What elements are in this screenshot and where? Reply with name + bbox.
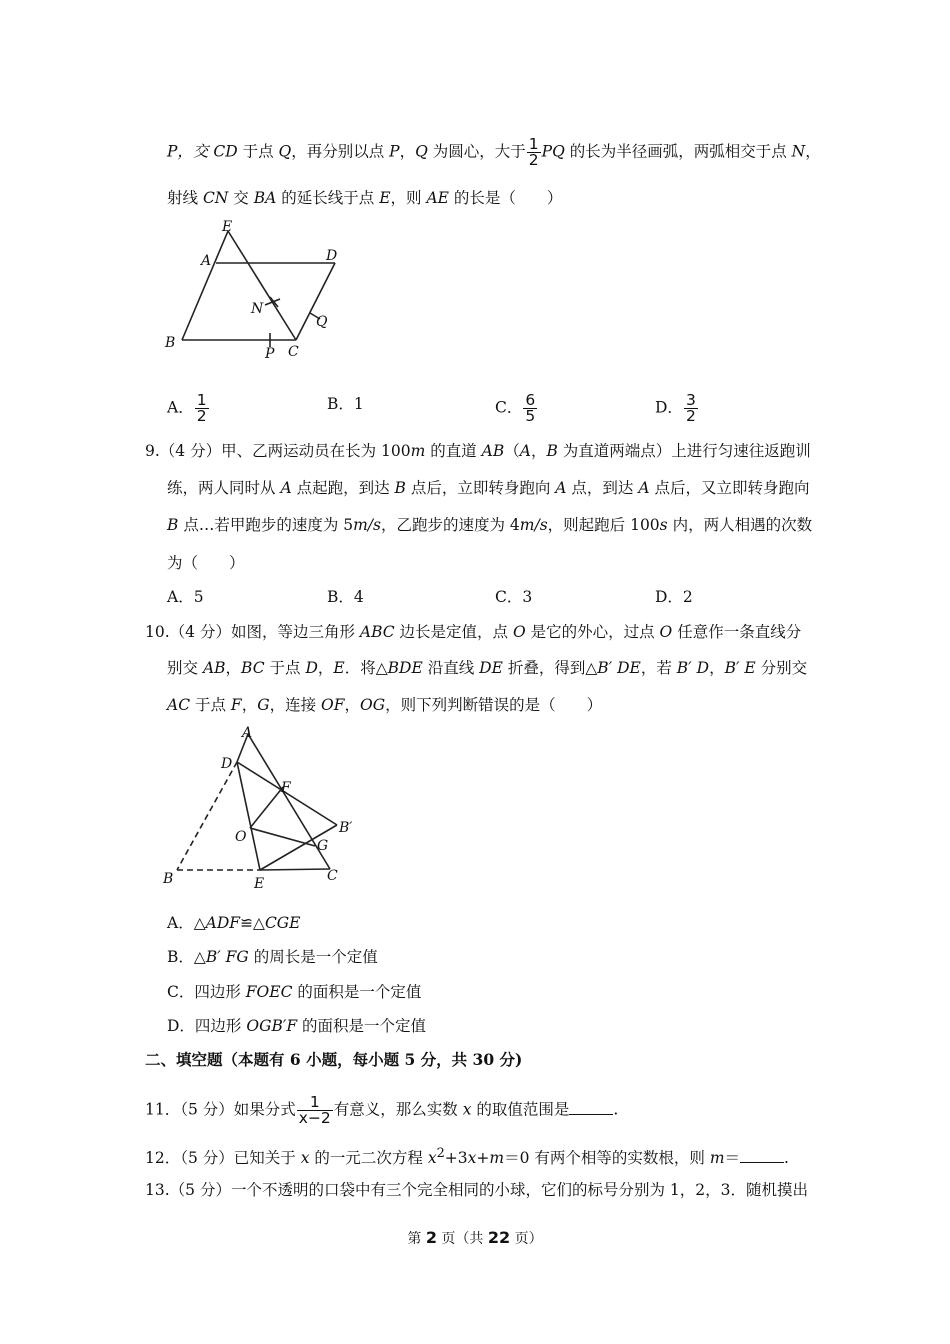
- q8-text: 交: [228, 189, 254, 207]
- q9-text: s: [659, 516, 668, 534]
- q9-text: 点，到达: [566, 479, 639, 497]
- q11-text: x: [462, 1100, 472, 1119]
- q9-line3: [167, 514, 812, 536]
- option-text: 的面积是一个定值: [292, 983, 422, 1001]
- option-text: ≌△: [240, 914, 265, 932]
- q10-text: O: [659, 623, 673, 641]
- q9-line2: [167, 477, 809, 499]
- q10-line1: [145, 621, 801, 643]
- q10-text: ，则下列判断错误的是（ ）: [385, 696, 603, 714]
- q10-label-D: D: [221, 756, 233, 772]
- q9-text: ，则起跑后 100: [547, 516, 660, 534]
- option-text: FOEC: [245, 983, 293, 1001]
- option-text: CGE: [264, 914, 301, 932]
- q8-parallelogram-figure: [160, 215, 350, 365]
- q11-text: 11．（5 分）如果分式: [145, 1100, 296, 1119]
- q10-option-d: [167, 1015, 426, 1037]
- option-fraction: [195, 393, 209, 424]
- q8-option-d: [655, 393, 699, 424]
- q10-label-O: O: [235, 829, 247, 845]
- q10-text: O: [512, 623, 526, 641]
- q12-text: m: [709, 1149, 725, 1168]
- q8-text: P，交: [167, 142, 214, 161]
- q10-text: OG: [360, 696, 386, 714]
- q10-text: 于点: [264, 659, 306, 677]
- option-text: A．△: [167, 914, 206, 932]
- q10-text: E: [333, 659, 345, 677]
- q9-text: ，乙跑步的速度为 4: [380, 516, 520, 534]
- q9-text: B: [546, 442, 558, 460]
- q10-label-C: C: [327, 868, 338, 884]
- option-text: 的面积是一个定值: [297, 1017, 427, 1035]
- q10-text: DE: [479, 659, 503, 677]
- q9-text: A: [519, 442, 531, 460]
- footer-text: 页）: [510, 1231, 543, 1247]
- option-value: 1: [353, 395, 364, 413]
- q9-text: B: [394, 479, 406, 497]
- q9-text: 的直道: [425, 442, 482, 460]
- option-letter: C．: [495, 398, 523, 417]
- q9-text: A: [638, 479, 650, 497]
- q9-text: 点起跑，到达: [291, 479, 395, 497]
- q10-text: G: [257, 696, 270, 714]
- q11-text: 的取值范围是: [471, 1100, 570, 1119]
- q10-label-F: F: [281, 780, 291, 796]
- q9-option-a: A．5: [167, 588, 204, 606]
- q10-text: 折叠，得到△: [502, 659, 598, 677]
- footer-text: 页（共: [436, 1231, 488, 1247]
- q8-label-Q: Q: [316, 314, 328, 330]
- q10-text: ABC: [359, 623, 395, 641]
- q10-text: B′ E: [724, 659, 756, 677]
- q10-text: ，若: [640, 659, 677, 677]
- fraction-denominator: 2: [196, 407, 207, 425]
- q8-option-a: [167, 393, 210, 424]
- q8-text: 为圆心，大于: [427, 142, 526, 161]
- q12-text: +3: [444, 1149, 468, 1168]
- option-letter: B．: [327, 395, 354, 413]
- q12-text: +: [476, 1149, 490, 1168]
- q12-text: ＝: [724, 1149, 741, 1168]
- q10-text: ，: [709, 659, 725, 677]
- q8-line2: [167, 187, 562, 209]
- q10-line3: [167, 694, 602, 716]
- q9-line4: 为（ ）: [167, 554, 245, 572]
- q8-fraction: [527, 137, 541, 168]
- page-footer: [0, 1228, 950, 1248]
- q9-text: 内，两人相遇的次数: [667, 516, 813, 534]
- option-letter: A．: [167, 398, 194, 417]
- fraction-numerator: 3: [685, 391, 696, 409]
- option-fraction: [684, 393, 698, 424]
- q10-label-A: A: [242, 725, 253, 741]
- q10-text: 别交: [167, 659, 203, 677]
- q12-text: m: [489, 1149, 505, 1168]
- q8-option-c: [495, 393, 538, 424]
- q12-text: ＝0 有两个相等的实数根，则: [504, 1149, 710, 1168]
- fraction-denominator: x−2: [298, 1109, 331, 1127]
- q11-fraction: [297, 1095, 333, 1126]
- q9-text: 为直道两端点）上进行匀速往返跑训: [557, 442, 811, 460]
- q9-option-b: B．4: [327, 588, 364, 606]
- q10-label-E: E: [254, 876, 265, 892]
- q10-text: 是它的外心，过点: [525, 623, 660, 641]
- q10-option-b: [167, 946, 378, 968]
- q8-label-C: C: [288, 344, 299, 360]
- q8-text: P: [389, 142, 400, 161]
- q9-text: m/s: [519, 516, 548, 534]
- q8-text: Q: [415, 142, 428, 161]
- q8-label-N: N: [251, 301, 264, 317]
- q10-label-Bprime: B′: [339, 820, 353, 836]
- q10-triangle-figure: [155, 722, 365, 894]
- q8-text: N: [791, 142, 806, 161]
- q8-text: ，再分别以点: [291, 142, 390, 161]
- option-text: B．△: [167, 948, 206, 966]
- q8-text: ，: [399, 142, 416, 161]
- q9-text: m/s: [353, 516, 381, 534]
- q10-text: ．将△: [344, 659, 388, 677]
- q12-text: 12．（5 分）已知关于: [145, 1149, 301, 1168]
- q8-text: AE: [426, 189, 449, 207]
- q10-text: 任意作一条直线分: [672, 623, 802, 641]
- q8-label-B: B: [165, 335, 176, 351]
- q8-label-P: P: [265, 346, 275, 362]
- q9-text: m: [410, 442, 426, 460]
- q10-text: OF: [321, 696, 345, 714]
- q10-text: ，连接: [269, 696, 322, 714]
- option-fraction: [523, 393, 537, 424]
- q9-option-d: D．2: [655, 588, 693, 606]
- page-number: 2: [425, 1228, 437, 1247]
- q8-label-E: E: [222, 219, 233, 235]
- q9-line1: [145, 440, 811, 462]
- q8-text: 的长是（ ）: [448, 189, 563, 207]
- option-text: 的周长是一个定值: [248, 948, 378, 966]
- answer-blank[interactable]: [569, 1100, 613, 1115]
- fraction-numerator: 1: [297, 1095, 333, 1111]
- q8-option-b: [327, 393, 364, 415]
- q8-text: ，: [805, 142, 821, 161]
- q12-exponent: 2: [436, 1146, 445, 1161]
- q8-text: ，则: [390, 189, 427, 207]
- q8-text: Q: [278, 142, 292, 161]
- fraction-numerator: 1: [196, 391, 207, 409]
- q10-text: AB: [202, 659, 226, 677]
- q8-text: BA: [253, 189, 277, 207]
- q10-label-G: G: [317, 838, 329, 854]
- footer-text: 第: [407, 1231, 426, 1247]
- q8-text: 射线: [167, 189, 203, 207]
- fraction-denominator: 2: [528, 151, 539, 169]
- q10-text: ，: [317, 659, 334, 677]
- q8-text: PQ: [541, 142, 565, 161]
- q9-text: A: [555, 479, 567, 497]
- q8-text: 的长为半径画弧，两弧相交于点: [564, 142, 792, 161]
- q9-text: 点后，立即转身跑向: [405, 479, 556, 497]
- answer-blank[interactable]: [740, 1148, 784, 1163]
- fraction-denominator: 5: [525, 407, 536, 425]
- q9-text: 点后，又立即转身跑向: [649, 479, 810, 497]
- q8-text: 的延长线于点: [276, 189, 380, 207]
- q12-text: x: [467, 1149, 477, 1168]
- fraction-denominator: 2: [685, 407, 696, 425]
- q9-text: B: [167, 516, 179, 534]
- q9-text: 9.（4 分）甲、乙两运动员在长为 100: [145, 442, 411, 460]
- q8-label-D: D: [326, 248, 338, 264]
- q12-line: [145, 1143, 789, 1169]
- option-text: C．四边形: [167, 983, 246, 1001]
- q10-text: BC: [241, 659, 265, 677]
- q10-text: B′ D: [676, 659, 710, 677]
- q9-text: AB: [481, 442, 505, 460]
- q10-text: 于点: [190, 696, 231, 714]
- q9-text: 练，两人同时从: [167, 479, 281, 497]
- q9-option-c: C．3: [495, 588, 533, 606]
- q11-text: 有意义，那么实数: [333, 1100, 463, 1119]
- q11-line: [145, 1095, 618, 1126]
- q12-text: 的一元二次方程: [309, 1149, 428, 1168]
- q13-line: 13.（5 分）一个不透明的口袋中有三个完全相同的小球，它们的标号分别为 1，2，3．随机摸出: [145, 1181, 808, 1199]
- fraction-numerator: 6: [525, 391, 536, 409]
- fraction-numerator: 1: [528, 135, 539, 153]
- q12-text: x: [427, 1149, 437, 1168]
- q10-line2: [167, 657, 807, 679]
- q9-text: 点…若甲跑步的速度为 5: [178, 516, 354, 534]
- option-text: D．四边形: [167, 1017, 247, 1035]
- q10-text: ，: [225, 659, 242, 677]
- q10-text: F: [230, 696, 242, 714]
- q12-text: x: [300, 1149, 310, 1168]
- q10-text: ，: [344, 696, 361, 714]
- q10-option-a: [167, 912, 301, 934]
- q12-text: .: [784, 1149, 789, 1168]
- q10-text: BDE: [387, 659, 423, 677]
- q11-text: .: [613, 1100, 619, 1119]
- option-text: ADF: [205, 914, 241, 932]
- q8-text: 于点: [237, 142, 279, 161]
- q8-label-A: A: [201, 253, 212, 269]
- total-pages: 22: [487, 1228, 511, 1247]
- section-heading: 二、填空题（本题有 6 小题，每小题 5 分，共 30 分): [145, 1050, 523, 1069]
- option-text: B′ FG: [205, 948, 249, 966]
- q10-text: ，: [241, 696, 258, 714]
- q10-text: 分别交: [755, 659, 808, 677]
- q10-label-B: B: [163, 871, 174, 887]
- q10-option-c: [167, 981, 421, 1003]
- q8-line1: [167, 137, 821, 168]
- q10-text: 边长是定值，点: [394, 623, 513, 641]
- q9-text: A: [280, 479, 292, 497]
- q10-text: D: [305, 659, 318, 677]
- q8-text: CD: [213, 142, 238, 161]
- q8-text: CN: [202, 189, 229, 207]
- q9-text: ，: [530, 442, 547, 460]
- q9-text: （: [504, 442, 520, 460]
- q10-text: B′ DE: [597, 659, 641, 677]
- option-letter: D．: [655, 398, 683, 417]
- q10-text: 沿直线: [422, 659, 480, 677]
- q8-text: E: [379, 189, 391, 207]
- option-text: OGB′F: [246, 1017, 298, 1035]
- q10-text: 10.（4 分）如图，等边三角形: [145, 623, 360, 641]
- q10-text: AC: [167, 696, 191, 714]
